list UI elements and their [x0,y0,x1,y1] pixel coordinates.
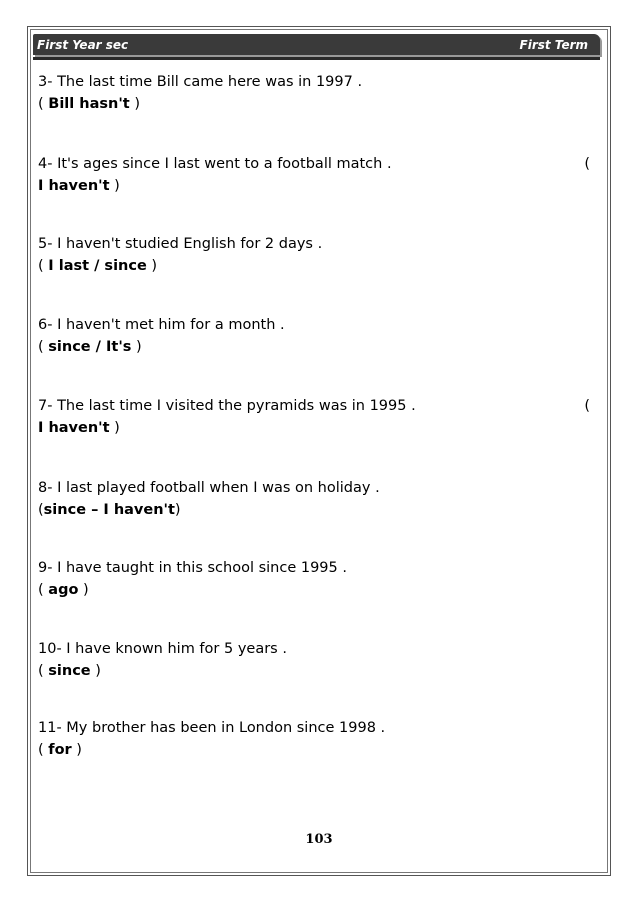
question-sentence-line [38,153,598,175]
paren-close: ) [129,96,141,112]
question-sentence: 10- I have known him for 5 years . [38,641,287,657]
question-sentence: 7- The last time I visited the pyramids was in 1995 . [38,398,416,414]
question-keyword-line [38,255,598,277]
question-3 [38,71,598,115]
question-keyword: Bill hasn't [48,96,130,112]
paren-close: ) [146,258,158,274]
question-sentence: 11- My brother has been in London since 1998 . [38,720,386,736]
question-keyword: since / It's [48,339,132,355]
paren-open: ( [38,502,44,518]
question-sentence: 5- I haven't studied English for 2 days . [38,236,323,252]
question-keyword: ago [48,582,79,598]
paren-close: ) [90,663,101,679]
paren-open: ( [38,663,49,679]
paren-open: ( [38,582,49,598]
page-number: 103 [305,832,333,847]
question-sentence: 3- The last time Bill came here was in 1997 . [38,74,363,90]
question-sentence-line [38,395,598,417]
question-sentence: 9- I have taught in this school since 1995 . [38,560,347,576]
question-keyword-line [38,660,598,682]
paren-open: ( [38,96,49,112]
question-sentence: 4- It's ages since I last went to a football match . [38,156,392,172]
question-keyword-line [38,499,598,521]
question-8 [38,477,598,521]
paren-close: ) [78,582,89,598]
paren-open: ( [584,156,590,172]
question-7 [38,395,598,439]
paren-close: ) [109,178,120,194]
header-left-label: First Year sec [37,37,129,52]
question-keyword-line [38,579,598,601]
paren-open: ( [38,742,49,758]
question-5 [38,233,598,277]
paren-open: ( [584,398,590,414]
question-6 [38,314,598,358]
question-10 [38,638,598,682]
question-keyword: since – I haven't [43,502,175,518]
question-sentence: 6- I haven't met him for a month . [38,317,285,333]
question-9 [38,557,598,601]
paren-open: ( [38,339,49,355]
question-11 [38,717,598,761]
header-right-label: First Term [519,37,588,52]
question-keyword-line [38,417,598,439]
question-keyword: since [48,663,91,679]
paren-close: ) [71,742,82,758]
question-keyword: for [48,742,72,758]
question-keyword-line [38,93,598,115]
question-keyword: I haven't [38,420,110,436]
question-sentence: 8- I last played football when I was on holiday . [38,480,380,496]
question-keyword: I haven't [38,178,110,194]
question-keyword-line [38,175,598,197]
paren-open: ( [38,258,49,274]
header-rule [33,57,600,60]
paren-close: ) [174,502,181,518]
question-keyword: I last / since [48,258,147,274]
header-bar [33,34,600,55]
paren-close: ) [131,339,142,355]
question-keyword-line [38,336,598,358]
question-4 [38,153,598,197]
question-keyword-line [38,739,598,761]
paren-close: ) [109,420,120,436]
